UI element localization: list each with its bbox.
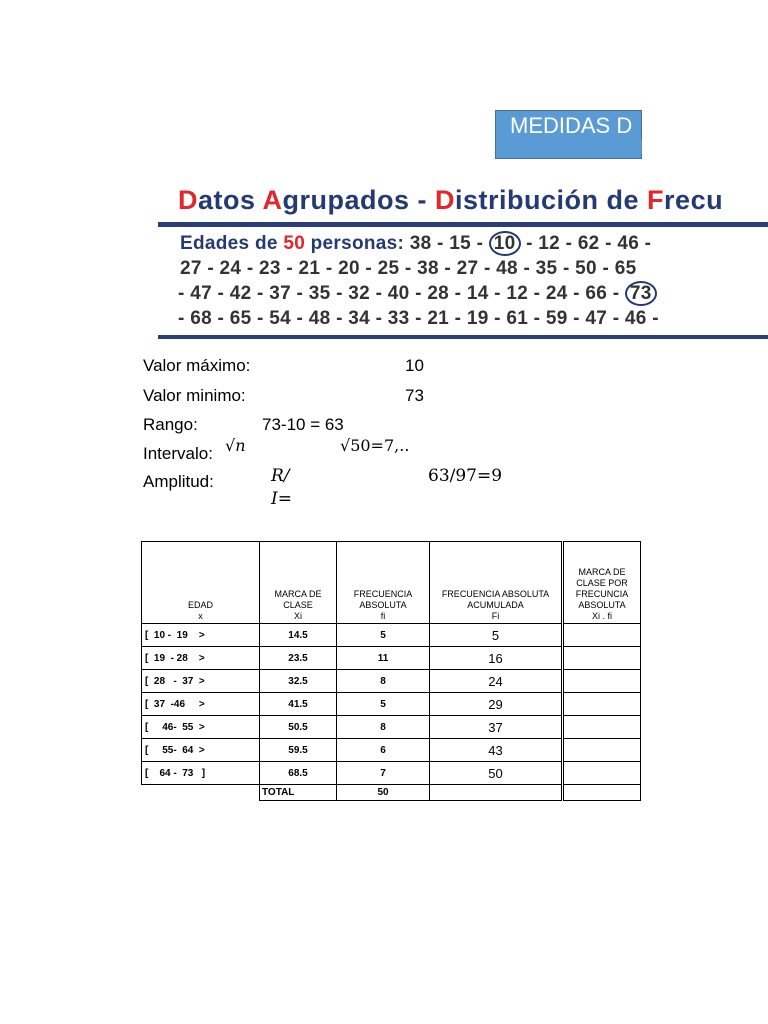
header-text: MARCA DE	[274, 589, 322, 599]
header-fa	[337, 542, 430, 624]
banner-values: 38 - 15 -	[409, 233, 489, 254]
table-row	[142, 762, 641, 785]
interval-value: √50=7,..	[340, 436, 410, 455]
max-label: Valor máximo:	[143, 356, 251, 375]
row-xifi	[563, 739, 641, 762]
banner-title-part: atos	[198, 185, 263, 215]
banner-title-part: recu	[664, 185, 724, 215]
banner-line-4: - 68 - 65 - 54 - 48 - 34 - 33 - 21 - 19 - 61 - 59 - 47 - 46 -	[178, 308, 659, 329]
row-edad: [ 37 -46 >	[142, 693, 260, 716]
amplitude-formula-top: R/	[271, 466, 290, 486]
section-title-line2: I	[640, 137, 646, 159]
grouped-data-banner	[158, 185, 768, 340]
total-spacer	[142, 785, 260, 801]
row-fi: 5	[337, 693, 430, 716]
banner-values: - 12 - 62 - 46 -	[520, 233, 652, 254]
banner-text: personas:	[305, 233, 410, 254]
row-Fi: 43	[430, 739, 563, 762]
header-text: Fi	[491, 611, 500, 621]
row-xifi	[563, 693, 641, 716]
banner-title-part: istribución de	[455, 185, 648, 215]
row-Fi: 5	[430, 624, 563, 647]
range-label: Rango:	[143, 415, 198, 434]
amplitude-label: Amplitud:	[143, 472, 214, 491]
table-total-row	[142, 785, 641, 801]
row-edad: [ 19 - 28 >	[142, 647, 260, 670]
header-text: CLASE	[283, 600, 313, 610]
header-text: FRECUNCIA	[575, 589, 629, 599]
amplitude-value: 63/97=9	[428, 466, 503, 486]
table-row	[142, 624, 641, 647]
header-text: FRECUENCIA	[353, 589, 413, 599]
table-row	[142, 647, 641, 670]
banner-line-1	[180, 233, 651, 255]
section-title-box	[495, 110, 646, 159]
banner-title-part: D	[435, 185, 456, 215]
total-xifi	[563, 785, 641, 801]
row-fi: 11	[337, 647, 430, 670]
banner-title-part: D	[178, 185, 198, 215]
max-value: 10	[405, 356, 424, 375]
banner-line-2: 27 - 24 - 23 - 21 - 20 - 25 - 38 - 27 - 48 - 35 - 50 - 65	[180, 258, 637, 279]
header-text: EDAD	[187, 600, 213, 610]
row-xi: 68.5	[260, 762, 337, 785]
header-faa	[430, 542, 563, 624]
banner-text: Edades de	[180, 233, 284, 254]
row-fi: 8	[337, 670, 430, 693]
section-title-line1: MEDIDAS D	[510, 113, 633, 138]
row-edad: [ 10 - 19 >	[142, 624, 260, 647]
row-Fi: 37	[430, 716, 563, 739]
row-Fi: 50	[430, 762, 563, 785]
banner-count: 50	[283, 233, 306, 254]
banner-title-part: F	[647, 185, 665, 215]
header-xf	[563, 542, 641, 624]
row-fi: 5	[337, 624, 430, 647]
row-xi: 41.5	[260, 693, 337, 716]
row-xi: 23.5	[260, 647, 337, 670]
range-value: 73-10 = 63	[262, 415, 344, 434]
row-Fi: 16	[430, 647, 563, 670]
min-label: Valor minimo:	[143, 386, 246, 405]
header-text: ACUMULADA	[467, 600, 524, 610]
banner-title	[178, 185, 723, 216]
row-fi: 8	[337, 716, 430, 739]
table-row	[142, 739, 641, 762]
row-xifi	[563, 647, 641, 670]
header-text: FRECUENCIA ABSOLUTA	[441, 589, 550, 599]
row-xi: 32.5	[260, 670, 337, 693]
banner-title-part: grupados -	[282, 185, 436, 215]
row-xifi	[563, 670, 641, 693]
row-fi: 7	[337, 762, 430, 785]
row-xifi	[563, 762, 641, 785]
header-text: CLASE POR	[576, 578, 628, 588]
header-text: fi	[380, 611, 386, 621]
table-row	[142, 670, 641, 693]
table-row	[142, 693, 641, 716]
header-marca	[260, 542, 337, 624]
row-Fi: 24	[430, 670, 563, 693]
header-text: ABSOLUTA	[578, 600, 626, 610]
row-xifi	[563, 716, 641, 739]
table-header-row	[142, 542, 641, 624]
banner-values: - 47 - 42 - 37 - 35 - 32 - 40 - 28 - 14 - 12 - 24 - 66 -	[178, 283, 625, 304]
row-xi: 50.5	[260, 716, 337, 739]
row-xifi	[563, 624, 641, 647]
frequency-table	[141, 541, 641, 801]
interval-label: Intervalo:	[143, 444, 213, 463]
row-edad: [ 55- 64 >	[142, 739, 260, 762]
min-value: 73	[405, 386, 424, 405]
row-Fi: 29	[430, 693, 563, 716]
row-edad: [ 46- 55 >	[142, 716, 260, 739]
row-edad: [ 28 - 37 >	[142, 670, 260, 693]
banner-title-part: A	[262, 185, 283, 215]
header-edad	[142, 542, 260, 624]
row-edad: [ 64 - 73 ]	[142, 762, 260, 785]
table-row	[142, 716, 641, 739]
total-Fi	[430, 785, 563, 801]
header-text: Xi . fi	[591, 611, 612, 621]
banner-line-3	[178, 283, 657, 305]
total-fi: 50	[337, 785, 430, 801]
row-xi: 59.5	[260, 739, 337, 762]
header-text: Xi	[293, 611, 302, 621]
row-fi: 6	[337, 739, 430, 762]
header-text: x	[198, 611, 203, 621]
circled-max-value: 73	[625, 281, 657, 306]
header-text: MARCA DE	[578, 567, 626, 577]
banner-data-box	[158, 227, 768, 339]
header-text: ABSOLUTA	[359, 600, 407, 610]
total-label: TOTAL	[260, 785, 337, 801]
row-xi: 14.5	[260, 624, 337, 647]
amplitude-formula-bottom: I=	[271, 489, 292, 509]
interval-formula: √n	[225, 436, 246, 455]
circled-min-value: 10	[489, 231, 521, 256]
